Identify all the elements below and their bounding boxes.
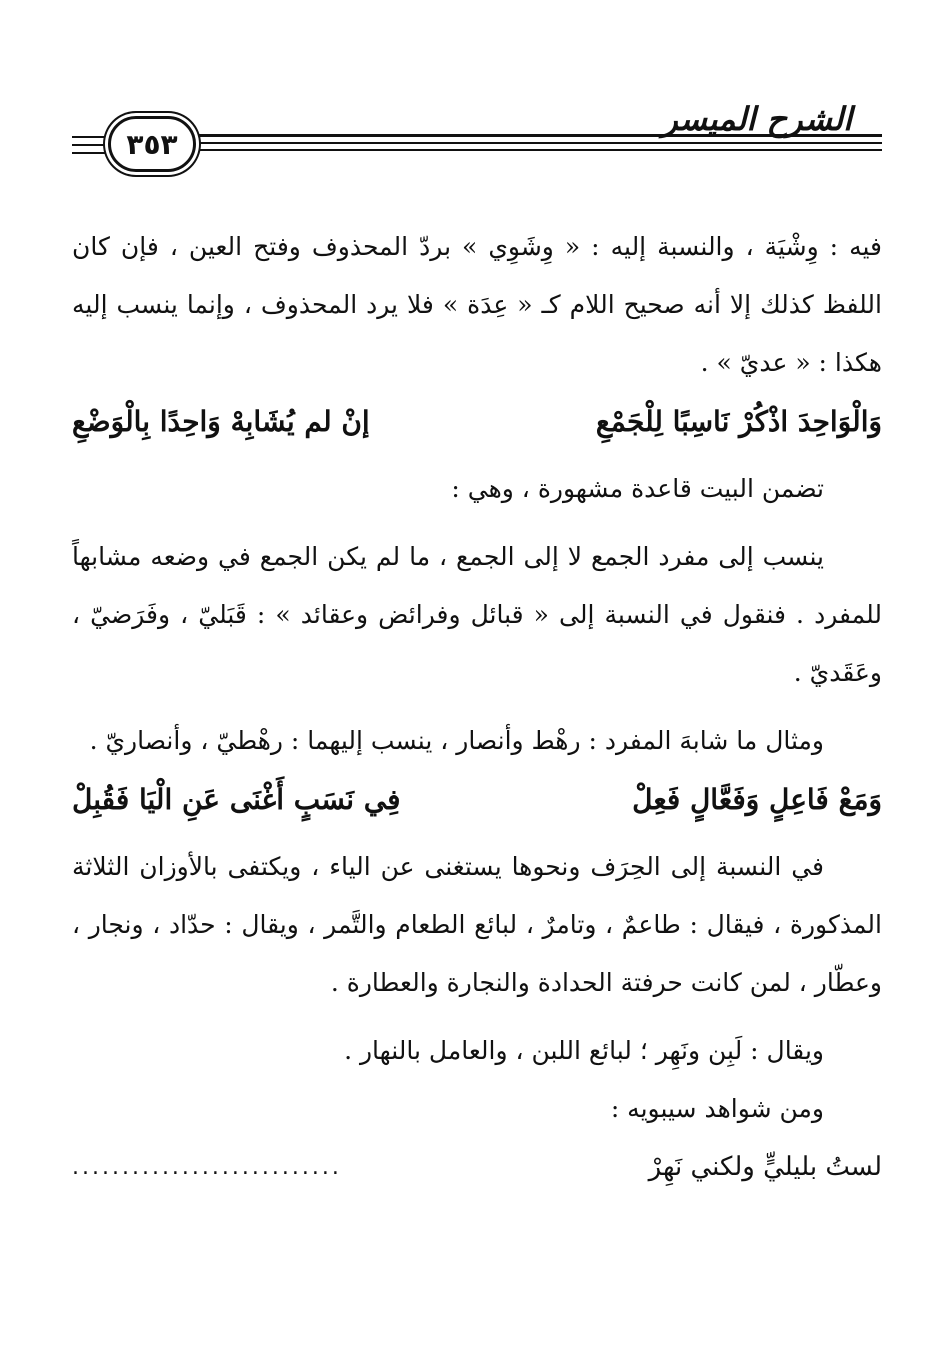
header-rule bbox=[72, 144, 112, 146]
paragraph: تضمن البيت قاعدة مشهورة ، وهي : bbox=[451, 474, 824, 503]
verse-first-hemistich: وَمَعْ فَاعِلٍ وَفَعَّالٍ فَعِلْ bbox=[632, 782, 882, 816]
quote-omission-dots: ........................... bbox=[72, 1154, 342, 1180]
header-rule bbox=[182, 134, 882, 137]
paragraph: ومثال ما شابهَ المفرد : رهْط وأنصار ، ينسب إليهما : رهْطيّ ، وأنصاريّ . bbox=[89, 726, 824, 755]
book-title: الشرح الميسر bbox=[662, 100, 852, 138]
paragraph: في النسبة إلى الحِرَف ونحوها يستغنى عن الياء ، ويكتفى بالأوزان الثلاثة المذكورة ، فيقال : طاعمٌ ، وتامرٌ ، لبائع الطعام والتَّمر ، ويقال : حدّاد ، ونجار ، وعطّار ، لمن كانت حرفتة الحدادة والنجارة والعطارة . bbox=[72, 852, 882, 997]
verse-line bbox=[72, 770, 882, 828]
paragraph: ومن شواهد سيبويه : bbox=[610, 1094, 824, 1123]
page-body bbox=[72, 218, 882, 1196]
page-number: ٣٥٣ bbox=[126, 127, 178, 161]
header-rule bbox=[72, 136, 112, 138]
verse-first-hemistich: وَالْوَاحِدَ اذْكُرْ نَاسِبًا لِلْجَمْعِ bbox=[595, 404, 882, 438]
page-header bbox=[72, 90, 882, 180]
quote-first-hemistich: لستُ بليليٍّ ولكني نَهِرْ bbox=[648, 1152, 882, 1182]
verse-second-hemistich: فِي نَسَبٍ أَغْنَى عَنِ الْيَا فَقُبِلْ bbox=[72, 782, 401, 816]
paragraph: ويقال : لَبِن ونَهِر ؛ لبائع اللبن ، والعامل بالنهار . bbox=[344, 1036, 824, 1065]
header-rule bbox=[72, 152, 112, 154]
header-rule bbox=[182, 149, 882, 151]
page-number-frame bbox=[108, 116, 196, 172]
paragraph: ينسب إلى مفرد الجمع لا إلى الجمع ، ما لم يكن الجمع في وضعه مشابهاً للمفرد . فنقول في النسبة إلى « قبائل وفرائض وعقائد » : قَبَليّ ، وفَرَضيّ ، وعَقَديّ . bbox=[72, 542, 882, 687]
header-rule bbox=[182, 142, 882, 144]
poetry-quote bbox=[72, 1138, 882, 1196]
paragraph: فيه : وِشْيَة ، والنسبة إليه : « وِشَوِي » بردّ المحذوف وفتح العين ، فإن كان اللفظ كذلك إلا أنه صحيح اللام كـ « عِدَة » فلا يرد المحذوف ، وإنما ينسب إليه هكذا : « عديّ » . bbox=[72, 232, 882, 377]
verse-second-hemistich: إنْ لم يُشَابِهْ وَاحِدًا بِالْوَضْعِ bbox=[72, 404, 370, 438]
verse-line bbox=[72, 392, 882, 450]
